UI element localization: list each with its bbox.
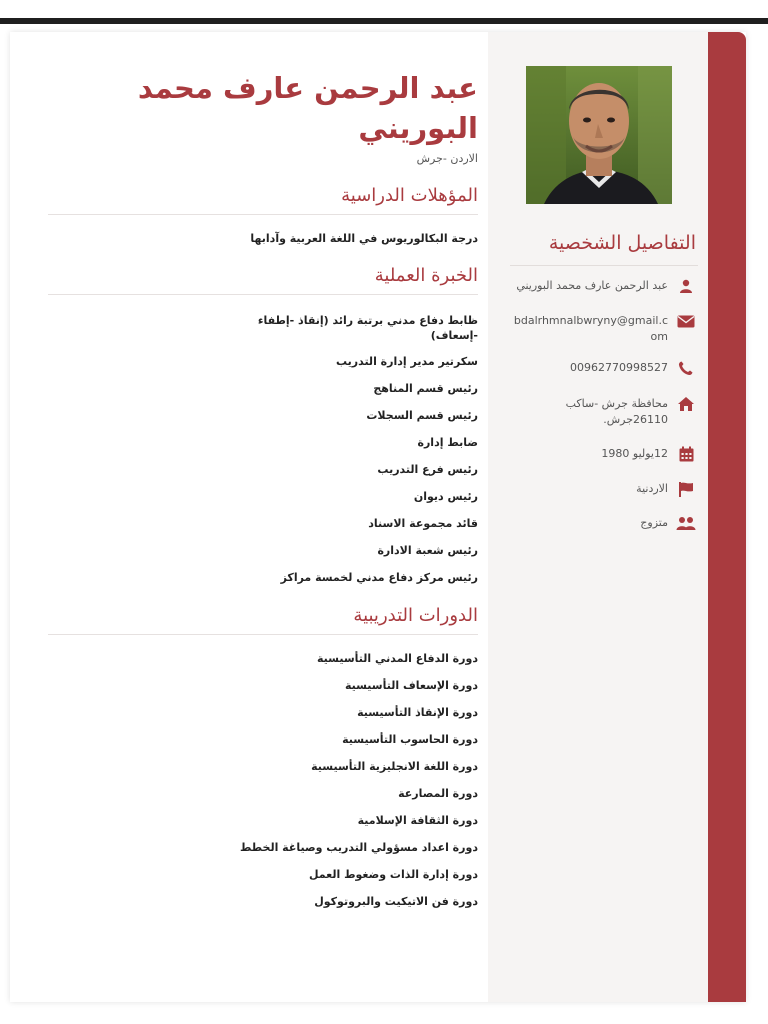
courses-section [48,605,478,909]
course-item: دورة اللغة الانجليزية التأسيسية [311,760,478,773]
phone-icon [676,360,696,376]
course-item: دورة الإنقاذ التأسيسية [357,706,478,719]
accent-bar [708,32,746,1002]
divider [510,265,698,266]
experience-item: رئيس قسم المناهج [373,382,478,395]
experience-item: رئيس ديوان [413,490,478,503]
person-name: عبد الرحمن عارف محمد البوريني [137,71,478,145]
home-icon [676,396,696,412]
personal-details-heading: التفاصيل الشخصية [548,232,696,254]
course-item: دورة المصارعة [398,787,478,800]
course-item: دورة الحاسوب التأسيسية [342,733,478,746]
experience-item: قائد مجموعة الاسناد [368,517,478,530]
course-item: دورة فن الاتيكيت والبروتوكول [314,895,478,908]
experience-item: رئيس مركز دفاع مدني لخمسة مراكز [280,571,478,584]
detail-email[interactable] [510,313,696,345]
users-icon [676,515,696,531]
education-section [48,185,478,246]
education-item: درجة البكالوريوس في اللغة العربية وآدابها [250,232,478,245]
marital-status-text: متزوج [640,516,668,529]
experience-section [48,265,478,585]
detail-text: عبد الرحمن عارف محمد البوريني [516,279,668,292]
profile-photo [526,66,672,204]
main-content [48,68,478,909]
course-item: دورة الدفاع المدني التأسيسية [317,652,478,665]
location-subtitle: الاردن -جرش [416,152,478,165]
detail-address [510,396,696,428]
experience-heading: الخبرة العملية [48,265,478,295]
top-border [0,18,768,24]
experience-item: رئيس شعبة الادارة [377,544,478,557]
calendar-icon [676,446,696,462]
experience-item: ظابط دفاع مدني برتبة رائد (إنقاذ -إطفاء -إسعاف) [257,314,478,342]
course-item: دورة الثقافة الإسلامية [357,814,478,827]
course-item: دورة اعداد مسؤولي التدريب وصياغة الخطط [240,841,478,854]
experience-item: رئيس قسم السجلات [366,409,478,422]
courses-heading: الدورات التدريبية [48,605,478,635]
experience-item: سكرتير مدير إدارة التدريب [335,355,478,368]
user-icon [676,278,696,294]
course-item: دورة الإسعاف التأسيسية [344,679,478,692]
nationality-text: الاردنية [636,482,668,495]
envelope-icon [676,313,696,329]
detail-birthdate [510,446,696,462]
education-heading: المؤهلات الدراسية [48,185,478,215]
detail-name [510,278,696,294]
flag-icon [676,481,696,497]
detail-nationality [510,481,696,497]
detail-phone[interactable] [510,360,696,376]
birthdate-text: 12يوليو 1980 [601,447,668,460]
detail-marital-status [510,515,696,531]
phone-text[interactable]: 00962770998527 [570,361,668,374]
email-text[interactable]: bdalrhmnalbwryny@gmail.com [513,314,668,343]
experience-item: رئيس فرع التدريب [377,463,478,476]
experience-item: ضابط إدارة [417,436,478,449]
course-item: دورة إدارة الذات وضغوط العمل [308,868,478,881]
address-text: محافظة جرش -ساكب 26110جرش. [565,397,668,426]
